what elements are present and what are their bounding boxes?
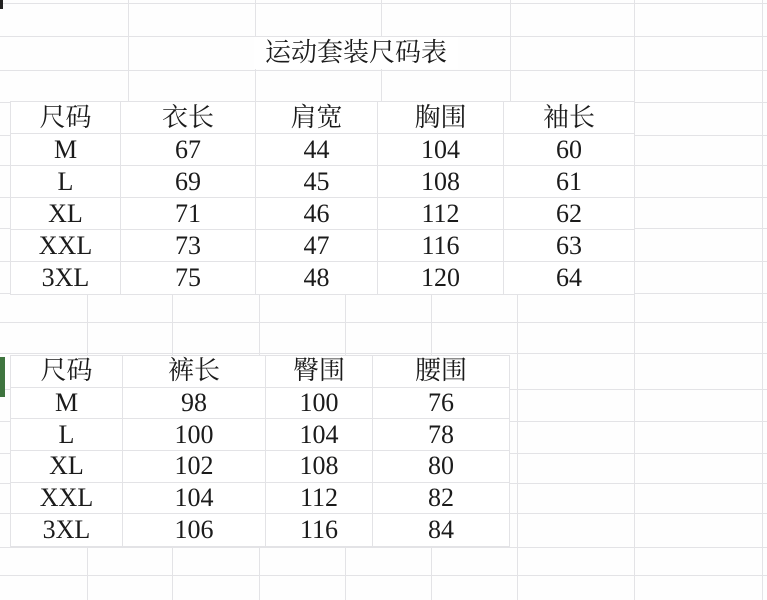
- measurement-cell: 62: [504, 198, 634, 230]
- grid-vline: [510, 0, 511, 102]
- measurement-cell: 112: [266, 483, 373, 515]
- measurement-cell: 48: [256, 262, 378, 294]
- measurement-cell: 112: [378, 198, 504, 230]
- measurement-cell: 67: [121, 134, 256, 166]
- grid-hline: [0, 3, 767, 4]
- column-header: 胸围: [378, 102, 504, 134]
- measurement-cell: 100: [266, 388, 373, 420]
- measurement-cell: 69: [121, 166, 256, 198]
- column-header: 袖长: [504, 102, 634, 134]
- measurement-cell: 45: [256, 166, 378, 198]
- grid-vline: [634, 0, 635, 600]
- measurement-cell: 100: [123, 419, 266, 451]
- column-header: 尺码: [11, 356, 123, 388]
- size-label-cell: XXL: [11, 483, 123, 515]
- selection-marker: [0, 357, 5, 397]
- measurement-cell: 106: [123, 514, 266, 546]
- sheet-title: 运动套装尺码表: [254, 37, 458, 69]
- column-header: 尺码: [11, 102, 121, 134]
- size-table-bottom: [10, 355, 510, 547]
- column-header: 肩宽: [256, 102, 378, 134]
- size-label-cell: 3XL: [11, 262, 121, 294]
- size-table-top: [10, 101, 635, 295]
- grid-hline: [0, 70, 767, 71]
- measurement-cell: 71: [121, 198, 256, 230]
- measurement-cell: 73: [121, 230, 256, 262]
- measurement-cell: 61: [504, 166, 634, 198]
- size-label-cell: M: [11, 134, 121, 166]
- measurement-cell: 98: [123, 388, 266, 420]
- measurement-cell: 78: [373, 419, 509, 451]
- measurement-cell: 120: [378, 262, 504, 294]
- size-label-cell: L: [11, 419, 123, 451]
- measurement-cell: 108: [378, 166, 504, 198]
- measurement-cell: 84: [373, 514, 509, 546]
- measurement-cell: 102: [123, 451, 266, 483]
- measurement-cell: 108: [266, 451, 373, 483]
- measurement-cell: 75: [121, 262, 256, 294]
- measurement-cell: 80: [373, 451, 509, 483]
- measurement-cell: 104: [378, 134, 504, 166]
- measurement-cell: 104: [266, 419, 373, 451]
- measurement-cell: 76: [373, 388, 509, 420]
- grid-hline: [0, 353, 767, 354]
- corner-mark: [0, 0, 3, 9]
- column-header: 衣长: [121, 102, 256, 134]
- size-label-cell: 3XL: [11, 514, 123, 546]
- measurement-cell: 116: [266, 514, 373, 546]
- grid-hline: [0, 547, 767, 548]
- column-header: 裤长: [123, 356, 266, 388]
- size-label-cell: L: [11, 166, 121, 198]
- measurement-cell: 64: [504, 262, 634, 294]
- size-label-cell: XL: [11, 198, 121, 230]
- measurement-cell: 60: [504, 134, 634, 166]
- measurement-cell: 104: [123, 483, 266, 515]
- measurement-cell: 63: [504, 230, 634, 262]
- grid-hline: [0, 575, 767, 576]
- grid-vline: [128, 0, 129, 102]
- column-header: 腰围: [373, 356, 509, 388]
- size-label-cell: XL: [11, 451, 123, 483]
- measurement-cell: 44: [256, 134, 378, 166]
- grid-hline: [0, 322, 767, 323]
- size-label-cell: XXL: [11, 230, 121, 262]
- column-header: 臀围: [266, 356, 373, 388]
- measurement-cell: 82: [373, 483, 509, 515]
- measurement-cell: 116: [378, 230, 504, 262]
- grid-vline: [762, 0, 763, 600]
- measurement-cell: 47: [256, 230, 378, 262]
- size-label-cell: M: [11, 388, 123, 420]
- measurement-cell: 46: [256, 198, 378, 230]
